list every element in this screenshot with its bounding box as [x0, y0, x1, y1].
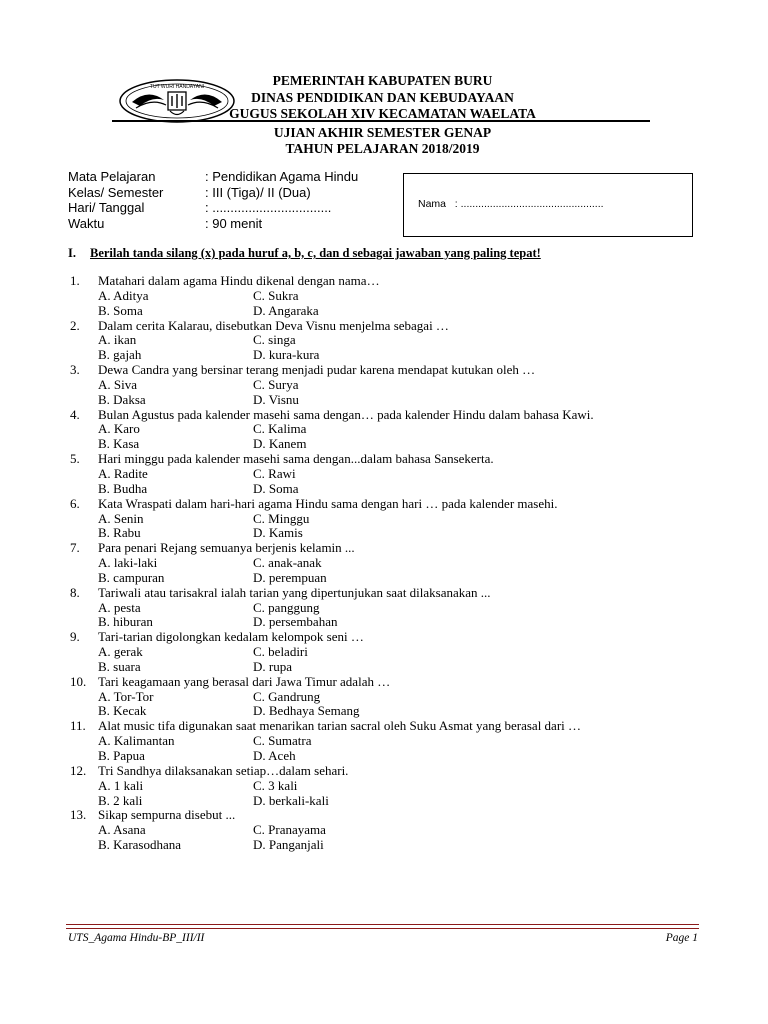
- question-number: 9.: [70, 629, 80, 645]
- option-row: [70, 823, 710, 838]
- info-label: Kelas/ Semester: [68, 184, 164, 200]
- question-text: Para penari Rejang semuanya berjenis kelamin ...: [98, 540, 355, 556]
- answer-option[interactable]: B. Papua: [98, 748, 145, 763]
- answer-option[interactable]: C. anak-anak: [253, 555, 322, 571]
- answer-option[interactable]: C. Sumatra: [253, 733, 312, 749]
- exam-title: UJIAN AKHIR SEMESTER GENAP: [273, 125, 492, 140]
- footer-page-number: Page 1: [665, 932, 698, 944]
- option-row: [70, 348, 710, 363]
- question-line: [70, 408, 710, 423]
- question-number: 13.: [70, 807, 87, 823]
- question-number: 6.: [70, 495, 80, 511]
- answer-option[interactable]: D. Aceh: [253, 748, 296, 763]
- header-divider: [112, 120, 650, 122]
- answer-option[interactable]: A. Senin: [98, 510, 144, 526]
- answer-option[interactable]: C. panggung: [253, 599, 320, 615]
- option-row: [70, 601, 710, 616]
- question-text: Alat music tifa digunakan saat menarikan tarian sacral oleh Suku Asmat yang berasal dari …: [98, 718, 582, 734]
- question-list: [70, 274, 710, 853]
- option-row: [70, 437, 710, 452]
- question-line: [70, 586, 710, 601]
- answer-option[interactable]: C. Gandrung: [253, 688, 321, 704]
- answer-option[interactable]: C. Surya: [253, 376, 299, 392]
- header-line-department: DINAS PENDIDIKAN DAN KEBUDAYAAN: [251, 89, 514, 105]
- option-row: [70, 704, 710, 719]
- option-row: [70, 734, 710, 749]
- info-value: : .................................: [205, 200, 332, 215]
- answer-option[interactable]: A. pesta: [98, 599, 141, 615]
- option-row: [70, 467, 710, 482]
- answer-option[interactable]: A. Aditya: [98, 287, 149, 303]
- question-number: 11.: [70, 718, 86, 734]
- answer-option[interactable]: C. Pranayama: [253, 822, 326, 838]
- question-text: Tari-tarian digolongkan kedalam kelompok seni …: [98, 629, 364, 645]
- question-line: [70, 541, 710, 556]
- answer-option[interactable]: B. suara: [98, 658, 141, 674]
- question-number: 1.: [70, 273, 80, 288]
- info-value: : Pendidikan Agama Hindu: [205, 169, 359, 184]
- exam-info: [68, 169, 358, 231]
- question-text: Dewa Candra yang bersinar terang menjadi pudar karena mendapat kutukan oleh …: [98, 362, 536, 378]
- question-text: Tariwali atau tarisakral ialah tarian yang dipertunjukan saat dilaksanakan ...: [98, 584, 491, 600]
- option-row: [70, 512, 710, 527]
- question-item: [70, 452, 710, 497]
- question-line: [70, 452, 710, 467]
- answer-option[interactable]: A. Radite: [98, 465, 148, 481]
- answer-option[interactable]: C. singa: [253, 332, 296, 348]
- option-row: [70, 393, 710, 408]
- option-row: [70, 378, 710, 393]
- option-row: [70, 304, 710, 319]
- answer-option[interactable]: C. Kalima: [253, 421, 307, 437]
- question-line: [70, 363, 710, 378]
- option-row: [70, 482, 710, 497]
- name-box[interactable]: [403, 173, 693, 237]
- name-blank: : .................................................: [454, 198, 604, 210]
- option-row: [70, 333, 710, 348]
- question-number: 7.: [70, 540, 80, 556]
- answer-option[interactable]: B. gajah: [98, 347, 142, 363]
- answer-option[interactable]: B. Soma: [98, 302, 143, 318]
- answer-option[interactable]: D. Angaraka: [253, 302, 319, 318]
- section-text: Berilah tanda silang (x) pada huruf a, b, c, dan d sebagai jawaban yang paling tepat!: [90, 246, 541, 260]
- answer-option[interactable]: B. Karasodhana: [98, 837, 182, 853]
- exam-year: TAHUN PELAJARAN 2018/2019: [285, 141, 480, 156]
- question-line: [70, 764, 710, 779]
- info-row-class: [68, 185, 358, 201]
- question-line: [70, 497, 710, 512]
- info-label: Mata Pelajaran: [68, 169, 156, 184]
- option-row: [70, 556, 710, 571]
- option-row: [70, 690, 710, 705]
- footer-document-code: UTS_Agama Hindu-BP_III/II: [68, 932, 205, 944]
- answer-option[interactable]: C. Sukra: [253, 287, 299, 303]
- answer-option[interactable]: A. 1 kali: [98, 777, 144, 793]
- question-item: [70, 408, 710, 453]
- info-row-subject: [68, 169, 358, 185]
- question-number: 2.: [70, 317, 80, 333]
- answer-option[interactable]: D. berkali-kali: [253, 792, 329, 808]
- question-text: Sikap sempurna disebut ...: [98, 807, 236, 823]
- question-item: [70, 764, 710, 809]
- answer-option[interactable]: C. Minggu: [253, 510, 310, 526]
- question-line: [70, 675, 710, 690]
- option-row: [70, 422, 710, 437]
- section-instruction: [68, 246, 541, 261]
- name-label: Nama: [418, 198, 447, 210]
- answer-option[interactable]: A. ikan: [98, 332, 137, 348]
- answer-option[interactable]: D. persembahan: [253, 614, 338, 630]
- answer-option[interactable]: D. Bedhaya Semang: [253, 703, 360, 719]
- option-row: [70, 526, 710, 541]
- question-item: [70, 541, 710, 586]
- option-row: [70, 794, 710, 809]
- question-number: 8.: [70, 584, 80, 600]
- answer-option[interactable]: B. Daksa: [98, 391, 146, 407]
- question-item: [70, 586, 710, 631]
- question-item: [70, 497, 710, 542]
- question-item: [70, 274, 710, 319]
- question-item: [70, 363, 710, 408]
- question-number: 3.: [70, 362, 80, 378]
- question-item: [70, 808, 710, 853]
- answer-option[interactable]: B. Kecak: [98, 703, 147, 719]
- header-line-government: PEMERINTAH KABUPATEN BURU: [272, 73, 493, 88]
- option-row: [70, 749, 710, 764]
- question-item: [70, 675, 710, 720]
- option-row: [70, 779, 710, 794]
- info-value: : III (Tiga)/ II (Dua): [205, 184, 311, 200]
- info-value: : 90 menit: [205, 215, 263, 231]
- info-row-date: [68, 200, 358, 216]
- question-number: 12.: [70, 762, 87, 778]
- section-number: I.: [68, 246, 76, 260]
- option-row: [70, 645, 710, 660]
- answer-option[interactable]: D. Kanem: [253, 436, 307, 452]
- answer-option[interactable]: C. Rawi: [253, 465, 296, 481]
- question-number: 4.: [70, 406, 80, 422]
- answer-option[interactable]: D. kura-kura: [253, 347, 320, 363]
- answer-option[interactable]: A. Siva: [98, 376, 137, 392]
- answer-option[interactable]: B. campuran: [98, 569, 165, 585]
- answer-option[interactable]: B. Budha: [98, 480, 148, 496]
- footer-divider: [66, 924, 699, 925]
- answer-option[interactable]: A. gerak: [98, 644, 143, 660]
- answer-option[interactable]: C. 3 kali: [253, 777, 298, 793]
- option-row: [70, 615, 710, 630]
- question-line: [70, 719, 710, 734]
- question-text: Bulan Agustus pada kalender masehi sama dengan… pada kalender Hindu dalam bahasa Kawi.: [98, 406, 594, 422]
- question-line: [70, 319, 710, 334]
- question-item: [70, 719, 710, 764]
- option-row: [70, 571, 710, 586]
- answer-option[interactable]: B. Rabu: [98, 525, 141, 541]
- exam-title-block: [115, 125, 650, 157]
- answer-option[interactable]: A. Karo: [98, 421, 140, 437]
- answer-option[interactable]: D. perempuan: [253, 569, 327, 585]
- option-row: [70, 838, 710, 853]
- answer-option[interactable]: B. hiburan: [98, 614, 153, 630]
- info-label: Waktu: [68, 215, 105, 231]
- footer-divider-thin: [66, 928, 699, 929]
- answer-option[interactable]: A. Tor-Tor: [98, 688, 154, 704]
- svg-text:TUT WURI HANDAYANI: TUT WURI HANDAYANI: [149, 84, 205, 90]
- option-row: [70, 289, 710, 304]
- answer-option[interactable]: C. beladiri: [253, 644, 308, 660]
- info-row-time: [68, 216, 358, 232]
- question-line: [70, 274, 710, 289]
- header-line-school: GUGUS SEKOLAH XIV KECAMATAN WAELATA: [229, 106, 536, 121]
- answer-option[interactable]: D. Soma: [253, 480, 299, 496]
- answer-option[interactable]: A. Kalimantan: [98, 733, 175, 749]
- answer-option[interactable]: D. rupa: [253, 658, 292, 674]
- question-text: Matahari dalam agama Hindu dikenal dengan nama…: [98, 273, 380, 288]
- answer-option[interactable]: D. Kamis: [253, 525, 303, 541]
- info-label: Hari/ Tanggal: [68, 200, 145, 215]
- question-text: Dalam cerita Kalarau, disebutkan Deva Visnu menjelma sebagai …: [98, 317, 449, 333]
- option-row: [70, 660, 710, 675]
- question-text: Kata Wraspati dalam hari-hari agama Hindu sama dengan hari … pada kalender masehi.: [98, 495, 558, 511]
- answer-option[interactable]: A. Asana: [98, 822, 146, 838]
- question-item: [70, 319, 710, 364]
- question-line: [70, 808, 710, 823]
- question-text: Tri Sandhya dilaksanakan setiap…dalam sehari.: [98, 762, 349, 778]
- header: [115, 73, 650, 123]
- answer-option[interactable]: A. laki-laki: [98, 555, 158, 571]
- answer-option[interactable]: B. Kasa: [98, 436, 140, 452]
- question-number: 10.: [70, 673, 87, 689]
- answer-option[interactable]: D. Panganjali: [253, 837, 324, 853]
- answer-option[interactable]: D. Visnu: [253, 391, 299, 407]
- name-field: [418, 198, 604, 210]
- question-item: [70, 630, 710, 675]
- question-number: 5.: [70, 451, 80, 467]
- question-text: Hari minggu pada kalender masehi sama dengan...dalam bahasa Sansekerta.: [98, 451, 494, 467]
- question-line: [70, 630, 710, 645]
- question-text: Tari keagamaan yang berasal dari Jawa Timur adalah …: [98, 673, 391, 689]
- answer-option[interactable]: B. 2 kali: [98, 792, 143, 808]
